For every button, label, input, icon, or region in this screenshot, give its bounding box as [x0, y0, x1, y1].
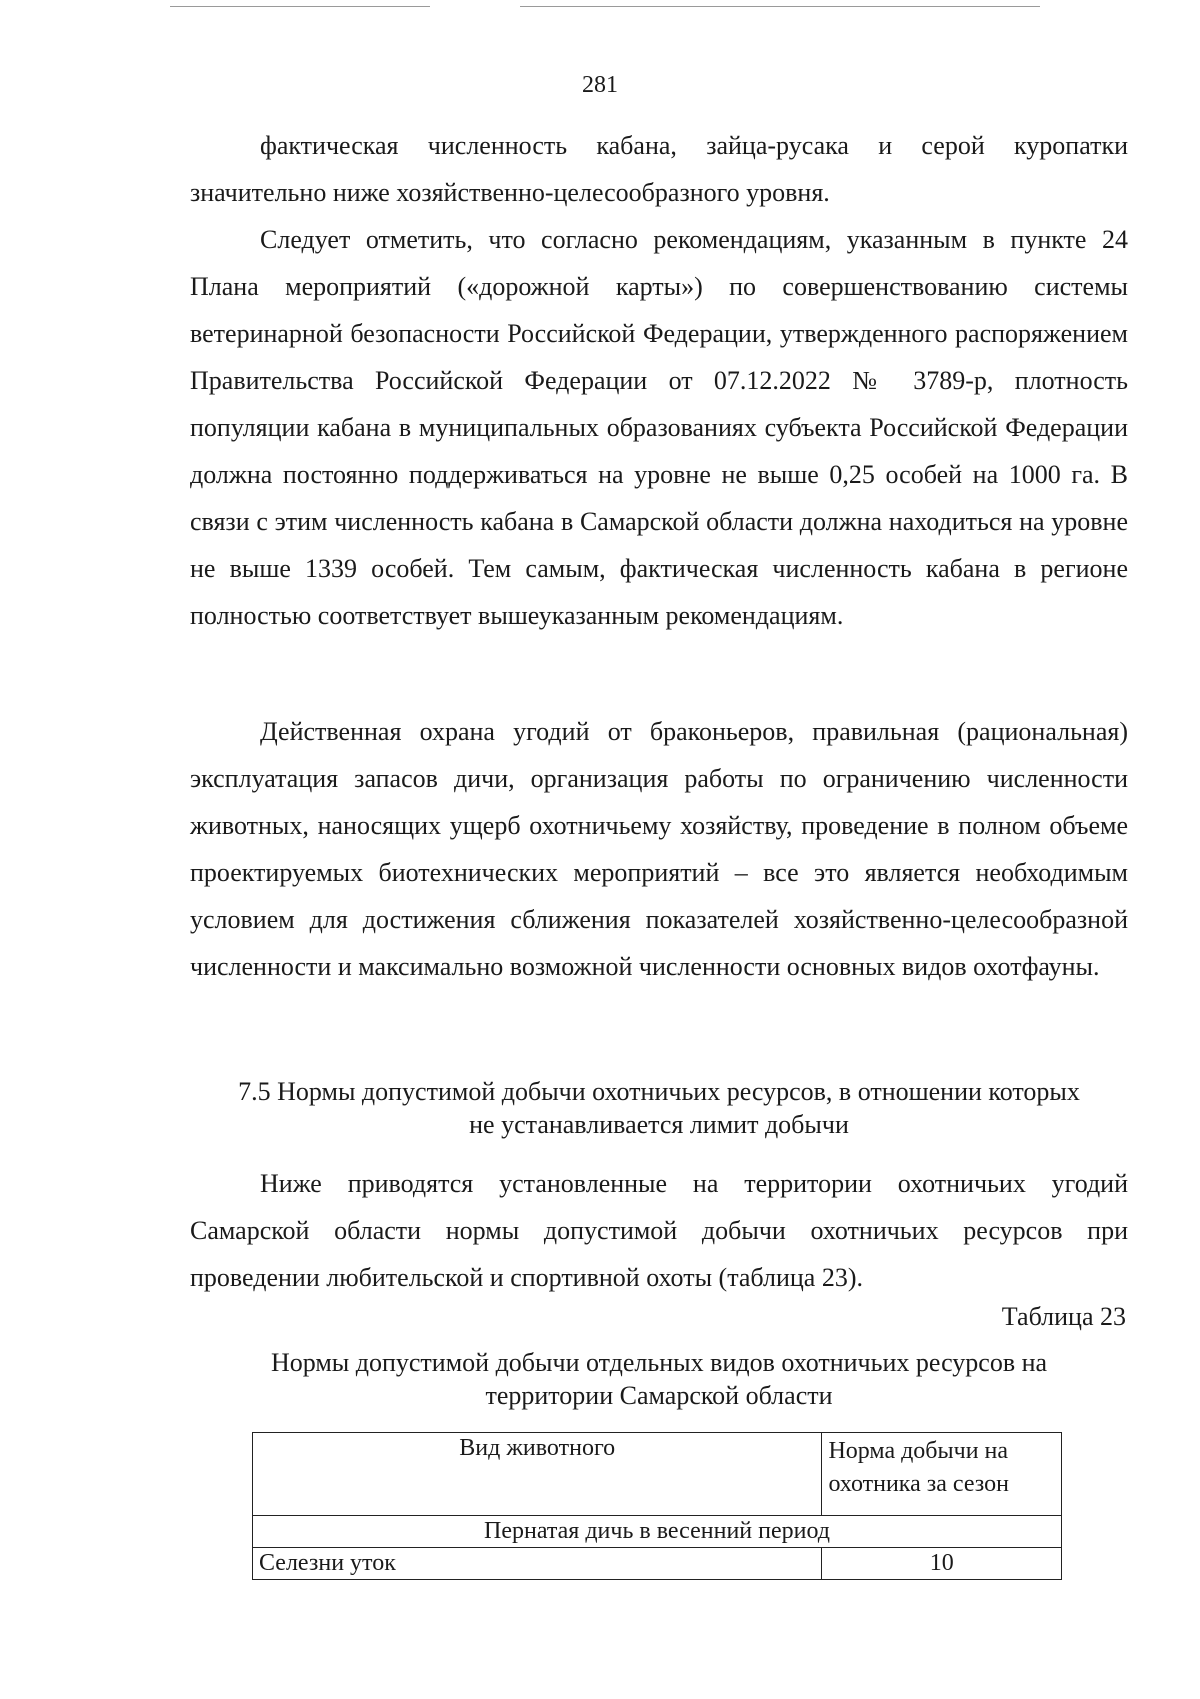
norms-table	[252, 1432, 1062, 1580]
table-caption-line2: территории Самарской области	[485, 1381, 833, 1410]
table-label: Таблица 23	[1001, 1302, 1126, 1331]
table-caption-line1: Нормы допустимой добычи отдельных видов охотничьих ресурсов на	[270, 1348, 1048, 1377]
group-title: Пернатая дичь в весенний период	[253, 1516, 1062, 1548]
section-heading-line2: не устанавливается лимит добычи	[469, 1110, 849, 1139]
paragraph-continuation: фактическая численность кабана, зайца-русака и серой куропатки значительно ниже хозяйственно-целесообразного уровня.	[190, 131, 1128, 207]
table-caption	[190, 1346, 1128, 1412]
paragraph-norms-intro: Ниже приводятся установленные на территории охотничьих угодий Самарской области нормы допустимой добычи охотничьих ресурсов при проведении любительской и спортивной охоты (таблица 23).	[190, 1169, 1128, 1292]
scan-edge-line	[520, 6, 1040, 7]
paragraph-protection-measures: Действенная охрана угодий от браконьеров, правильная (рациональная) эксплуатация запасов дичи, организация работы по ограничению численности животных, наносящих ущерб охотничьему хозяйству, проведение в полном объеме проектируемых биотехнических мероприятий – все это является необходимым условием для достижения сближения показателей хозяйственно-целесообразной численности и максимально возможной численности основных видов охотфауны.	[190, 717, 1128, 981]
header-norm: Норма добычи на охотника за сезон	[822, 1433, 1062, 1516]
table-header-row	[253, 1433, 1062, 1516]
table-group-row	[253, 1516, 1062, 1548]
header-animal: Вид животного	[253, 1433, 822, 1516]
page-number: 281	[582, 72, 618, 98]
cell-norm: 10	[822, 1548, 1062, 1580]
scan-edge-line	[170, 6, 430, 7]
paragraph-boar-density: Следует отметить, что согласно рекомендациям, указанным в пункте 24 Плана мероприятий («дорожной карты») по совершенствованию системы ветеринарной безопасности Российской Федерации, утвержденного распоряжением Правительства Российской Федерации от 07.12.2022 № 3789-р, плотность популяции кабана в муниципальных образованиях субъекта Российской Федерации должна постоянно поддерживаться на уровне не выше 0,25 особей на 1000 га. В связи с этим численность кабана в Самарской области должна находиться на уровне не выше 1339 особей. Тем самым, фактическая численность кабана в регионе полностью соответствует вышеуказанным рекомендациям.	[190, 225, 1128, 630]
cell-animal: Селезни уток	[253, 1548, 822, 1580]
table-row	[253, 1548, 1062, 1580]
section-heading	[190, 1075, 1128, 1141]
section-heading-line1: 7.5 Нормы допустимой добычи охотничьих ресурсов, в отношении которых	[238, 1077, 1080, 1106]
